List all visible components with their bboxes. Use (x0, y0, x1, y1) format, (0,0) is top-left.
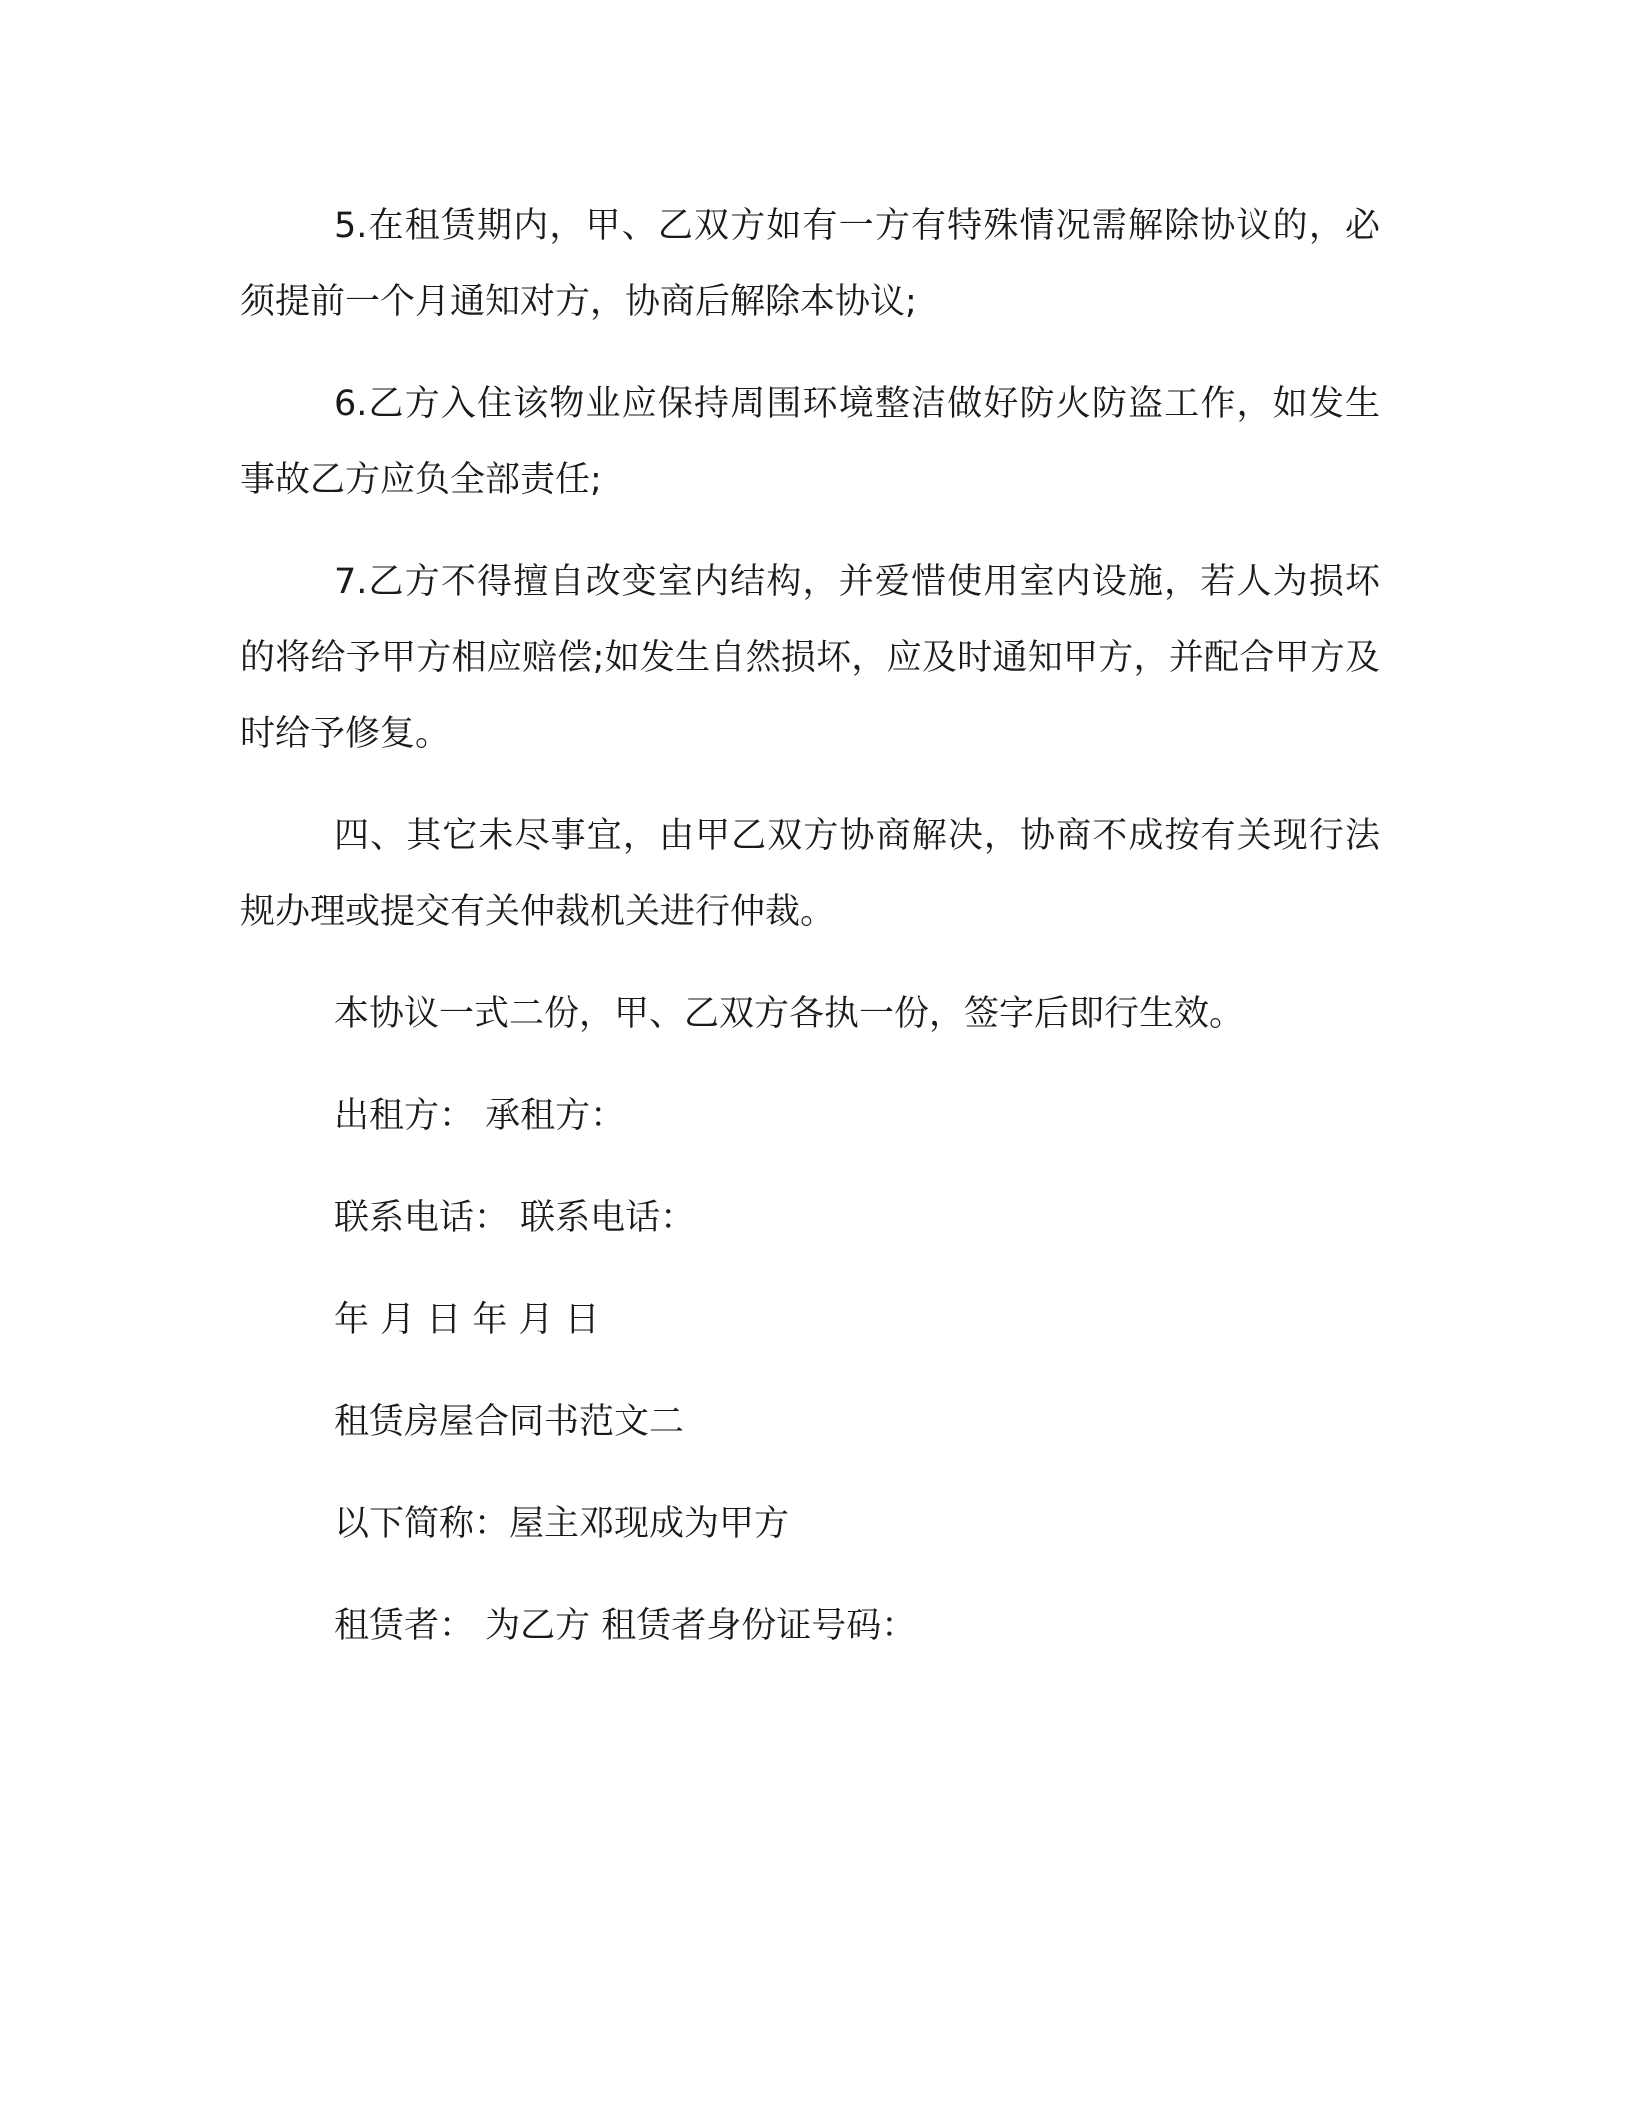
clause-5-paragraph: 5.在租赁期内，甲、乙双方如有一方有特殊情况需解除协议的，必须提前一个月通知对方，协商后解除本协议; (240, 206, 1380, 322)
date-line: 年 月 日 年 月 日 (334, 1300, 600, 1340)
contact-phone-line: 联系电话： 联系电话： (334, 1198, 696, 1238)
document-body (240, 188, 1380, 1690)
signature-parties-line: 出租方： 承租方： (334, 1096, 626, 1136)
clause-6-paragraph: 6.乙方入住该物业应保持周围环境整洁做好防火防盗工作，如发生事故乙方应负全部责任; (240, 384, 1380, 500)
section-4-paragraph: 四、其它未尽事宜，由甲乙双方协商解决，协商不成按有关现行法规办理或提交有关仲裁机关进行仲裁。 (240, 816, 1380, 932)
tenant-line: 租赁者： 为乙方 租赁者身份证号码： (334, 1606, 917, 1646)
landlord-line: 以下简称：屋主邓现成为甲方 (334, 1504, 790, 1544)
clause-7-paragraph: 7.乙方不得擅自改变室内结构，并爱惜使用室内设施，若人为损坏的将给予甲方相应赔偿;如发生自然损坏，应及时通知甲方，并配合甲方及时给予修复。 (240, 562, 1380, 754)
copies-statement: 本协议一式二份，甲、乙双方各执一份，签字后即行生效。 (334, 994, 1245, 1034)
contract-sample-title: 租赁房屋合同书范文二 (334, 1402, 685, 1442)
